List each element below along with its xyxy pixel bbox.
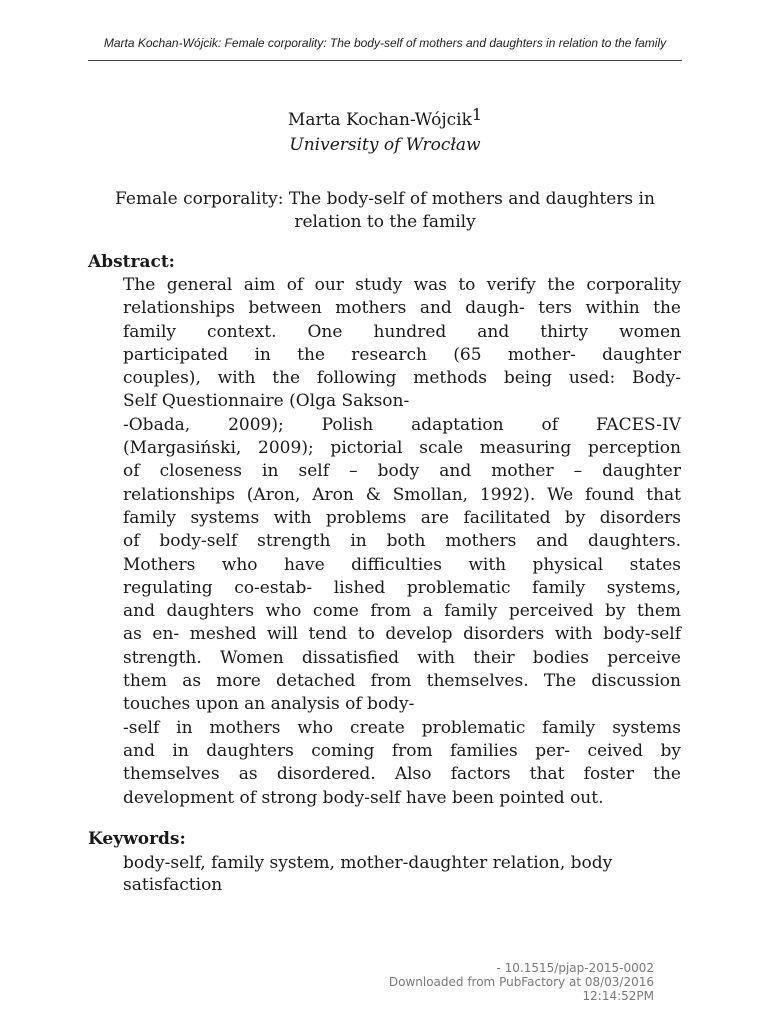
abstract-line: touches upon an analysis of body- bbox=[123, 694, 415, 715]
abstract-line: -Obada, 2009); Polish adaptation of FACES-IV bbox=[123, 414, 681, 435]
abstract-line: participated in the research (65 mother- daughter bbox=[123, 344, 681, 365]
abstract-line: relationships (Aron, Aron & Smollan, 1992). We found that bbox=[123, 484, 681, 505]
abstract-line: development of strong body-self have been pointed out. bbox=[123, 787, 604, 808]
author-block bbox=[88, 105, 682, 158]
author-affiliation: University of Wrocław bbox=[289, 135, 481, 155]
article-title: Female corporality: The body-self of mothers and daughters in relation to the family bbox=[115, 189, 655, 232]
download-footer bbox=[389, 961, 654, 1003]
abstract-line: (Margasiński, 2009); pictorial scale measuring perception bbox=[123, 438, 681, 459]
header-divider bbox=[88, 60, 682, 61]
abstract-line: as en- meshed will tend to develop disorders with body-self bbox=[123, 624, 681, 645]
abstract-line: strength. Women dissatisfied with their bodies perceive bbox=[123, 647, 681, 668]
author-name: Marta Kochan-Wójcik bbox=[287, 110, 472, 130]
abstract-line: family context. One hundred and thirty women bbox=[123, 321, 681, 342]
abstract-line: and in daughters coming from families per- ceived by bbox=[123, 740, 681, 761]
footer-downloaded: Downloaded from PubFactory at 08/03/2016 bbox=[388, 975, 654, 989]
footer-time: 12:14:52PM bbox=[582, 989, 654, 1003]
abstract-line: and daughters who come from a family perceived by them bbox=[123, 601, 681, 622]
footnote-mark: 1 bbox=[471, 105, 483, 124]
abstract-line: -self in mothers who create problematic family systems bbox=[123, 717, 681, 738]
abstract-line: Self Questionnaire (Olga Sakson- bbox=[123, 391, 410, 412]
abstract-body bbox=[123, 274, 681, 810]
abstract-line: of closeness in self – body and mother – daughter bbox=[123, 461, 681, 482]
abstract-line: themselves as disordered. Also factors that foster the bbox=[123, 764, 681, 785]
abstract-line: The general aim of our study was to verify the corporality bbox=[123, 275, 681, 295]
abstract-line: family systems with problems are facilitated by disorders bbox=[123, 507, 681, 528]
abstract-line: Mothers who have difficulties with physical states bbox=[123, 554, 681, 575]
abstract-line: of body-self strength in both mothers and daughters. bbox=[123, 531, 681, 552]
keywords-text: body-self, family system, mother-daughter relation, body satisfaction bbox=[123, 853, 613, 895]
author-line bbox=[88, 105, 682, 133]
abstract-heading: Abstract: bbox=[88, 252, 175, 272]
abstract-line: regulating co-estab- lished problematic family systems, bbox=[123, 577, 681, 598]
running-header: Marta Kochan-Wójcik: Female corporality: The body-self of mothers and daughters in relation to the family bbox=[103, 36, 667, 50]
keywords-heading: Keywords: bbox=[88, 829, 186, 849]
abstract-line: them as more detached from themselves. The discussion bbox=[123, 671, 681, 692]
footer-doi: - 10.1515/pjap-2015-0002 bbox=[496, 961, 654, 975]
abstract-line: relationships between mothers and daugh- ters within the bbox=[123, 298, 681, 319]
abstract-line: couples), with the following methods being used: Body- bbox=[123, 368, 681, 389]
